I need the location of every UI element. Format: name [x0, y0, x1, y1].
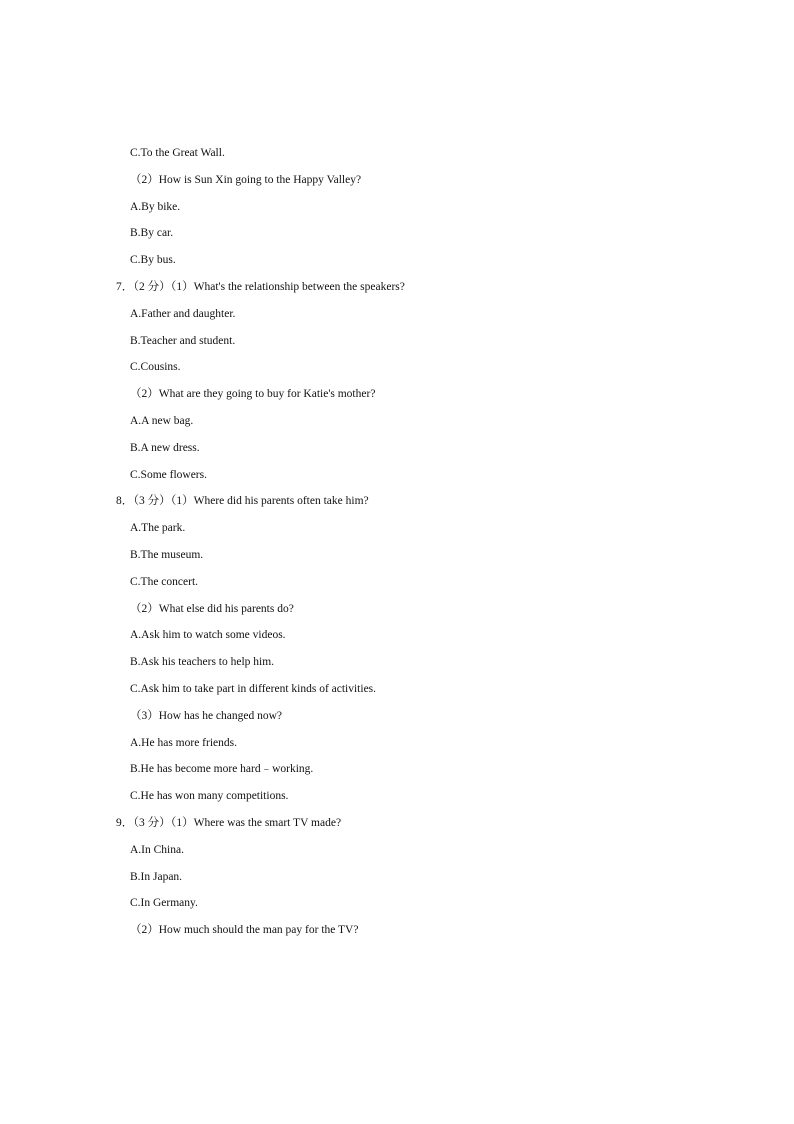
option-line: C.In Germany. — [130, 897, 198, 910]
option-line: C.To the Great Wall. — [130, 147, 225, 159]
option-line: A.He has more friends. — [130, 736, 237, 749]
subquestion-line: （2）How is Sun Xin going to the Happy Valley? — [130, 173, 362, 186]
question-list — [0, 140, 794, 944]
option-line: C.The concert. — [130, 575, 199, 588]
option-line: A.By bike. — [130, 200, 181, 213]
option-line: B.The museum. — [130, 548, 204, 561]
question-line: 7．（2 分）（1）What's the relationship between the speakers? — [116, 280, 405, 293]
option-line: A.Ask him to watch some videos. — [130, 629, 286, 642]
option-line: B.In Japan. — [130, 870, 183, 883]
option-line: B.By car. — [130, 227, 174, 240]
subquestion-line: （3）How has he changed now? — [130, 709, 283, 722]
subquestion-line: （2）What else did his parents do? — [130, 602, 294, 615]
option-line: B.Teacher and student. — [130, 334, 236, 347]
option-line: C.Ask him to take part in different kinds of activities. — [130, 682, 377, 695]
subquestion-line: （2）What are they going to buy for Katie's mother? — [130, 388, 376, 401]
question-line: 9．（3 分）（1）Where was the smart TV made? — [116, 816, 342, 829]
option-line: B.A new dress. — [130, 441, 200, 454]
option-line: A.In China. — [130, 843, 184, 856]
subquestion-line: （2）How much should the man pay for the TV? — [130, 924, 359, 937]
option-line: A.Father and daughter. — [130, 307, 236, 320]
option-line: A.A new bag. — [130, 414, 194, 427]
option-line: C.By bus. — [130, 254, 176, 267]
option-line: B.He has become more hard﹣working. — [130, 763, 314, 776]
question-line: 8．（3 分）（1）Where did his parents often take him? — [116, 495, 369, 508]
option-line: A.The park. — [130, 522, 186, 535]
option-line: C.He has won many competitions. — [130, 790, 289, 803]
option-line: B.Ask his teachers to help him. — [130, 656, 275, 669]
option-line: C.Cousins. — [130, 361, 181, 374]
option-line: C.Some flowers. — [130, 468, 207, 481]
